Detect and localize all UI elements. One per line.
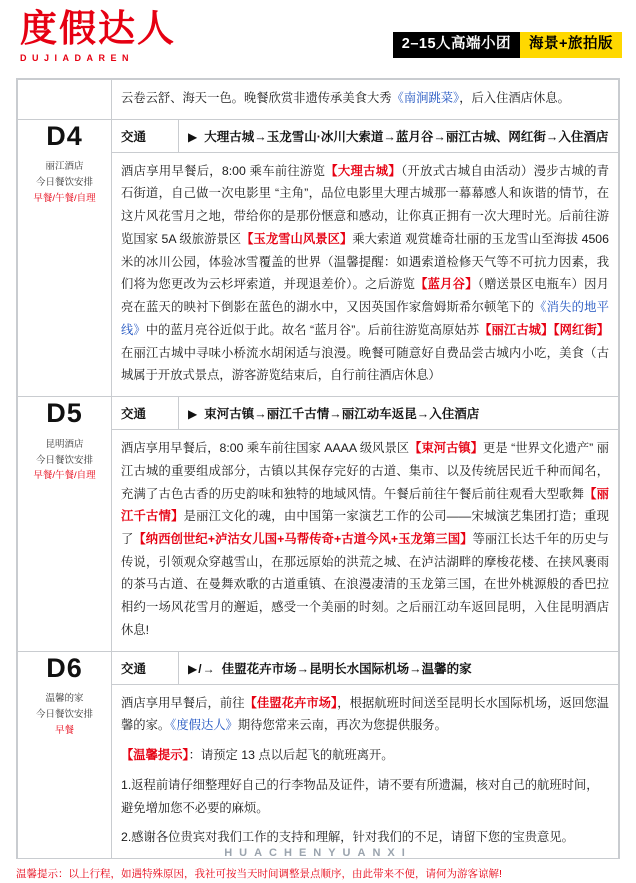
- content-cell-d4: [112, 119, 619, 396]
- footer-band-text: HUACHENYUANXI: [224, 847, 412, 859]
- brand-name-cn: 度假达人: [20, 7, 176, 50]
- traffic-row-d4: [112, 120, 618, 153]
- traffic-row-d6: [112, 652, 618, 685]
- traffic-label-d5: 交通: [121, 407, 147, 422]
- page-header: [0, 0, 636, 78]
- day-description-d5: 酒店享用早餐后，8:00 乘车前往国家 AAAA 级风景区【束河古镇】更是 “世界文化遗产” 丽江古城的重要组成部分，古镇以其保存完好的古道、集市、以及传统居民近千种而闻名，充满了古色古香的历史韵味和独特的地域风情。午餐后前往午餐后前往观看大型歌舞【丽江千古情】是丽江文化的魂，由中国第一家演艺工作的公司——宋城演艺集团打造；重现了【纳西创世纪+泸沽女儿国+马帮传奇+古道今风+玉龙第三国】等丽江长达千年的历史与传说，引领观众穿越雪山，在那远原始的洪荒之城、在泸沽湖畔的摩梭花楼、在挟风裹雨的茶马古道、在曼舞欢歌的古道重镇、在浪漫凄清的玉龙第三国，在世外桃源般的香巴拉相约一场风花雪月的邂逅，感受一个美丽的时刻。之后丽江动车返回昆明，入住昆明酒店休息!: [121, 441, 609, 637]
- footer-band: [0, 840, 636, 866]
- bus-icon: ▶: [188, 407, 199, 422]
- badge-edition: 海景+旅拍版: [520, 32, 622, 58]
- traffic-route-d6: [179, 652, 481, 684]
- day-cell-d4: [18, 119, 112, 396]
- table-row: [18, 80, 619, 120]
- traffic-label-d4: 交通: [121, 129, 147, 144]
- note-2: 2.感谢各位贵宾对我们工作的支持和理解，针对我们的不足，请留下您的宝贵意见。: [121, 830, 574, 845]
- day-hotel-d5: 昆明酒店: [45, 438, 84, 450]
- continuation-text: 云卷云舒、海天一色。晚餐欣赏非遗传承美食大秀《南涧跳菜》，后入住酒店休息。: [121, 91, 570, 105]
- itinerary-table: [17, 79, 619, 859]
- tip-label: 【温馨提示】: [121, 748, 189, 763]
- brand-logo: [20, 7, 176, 63]
- day-meals-d6: 早餐: [54, 724, 74, 736]
- day-meal-title-d5: 今日餐饮安排: [35, 454, 93, 466]
- content-cell-d6: [112, 651, 619, 858]
- day-code-d6: D6: [46, 652, 83, 683]
- itinerary-table-wrapper: [16, 78, 620, 859]
- day-meals-d5: 早餐/午餐/自理: [33, 470, 96, 482]
- bus-plane-icon: ▶/→: [188, 661, 216, 676]
- brand-name-en: DUJIADAREN: [20, 53, 135, 63]
- day-code-d4: D4: [46, 120, 83, 151]
- table-row: [18, 397, 619, 652]
- note-1: 1.返程前请仔细整理好自己的行李物品及证件，请不要有所遗漏，核对自己的航班时间，避免增加您不必要的麻烦。: [121, 777, 599, 815]
- traffic-route-text-d5: 束河古镇→丽江千古情→丽江动车返昆→入住酒店: [204, 407, 480, 422]
- table-row: [18, 651, 619, 858]
- day-cell-d5: [18, 397, 112, 652]
- header-badges: [393, 32, 622, 58]
- traffic-route-text-d4: 大理古城→玉龙雪山·冰川大索道→蓝月谷→丽江古城、网红街→入住酒店: [204, 129, 609, 144]
- content-cell-continuation: [112, 80, 619, 120]
- footer-disclaimer: 温馨提示：以上行程，如遇特殊原因，我社可按当天时间调整景点顺序，由此带来不便，请何为游客谅解!: [16, 868, 502, 881]
- day-hotel-d6: 温馨的家: [45, 693, 84, 705]
- table-row: [18, 119, 619, 396]
- day-meal-title-d6: 今日餐饮安排: [35, 709, 93, 721]
- traffic-row-d5: [112, 397, 618, 430]
- traffic-route-d4: [179, 120, 617, 152]
- traffic-route-d5: [179, 397, 488, 429]
- day-cell-empty: [18, 80, 112, 120]
- day-cell-d6: [18, 651, 112, 858]
- day-description-d4: 酒店享用早餐后，8:00 乘车前往游览【大理古城】（开放式古城自由活动）漫步古城的青石街道，自己做一次电影里 “主角”，品位电影里大理古城那一幕幕感人和诙谐的情节，在这片风花雪月之地，带给你的是那份惬意和感动，让你真正拥有一次大理时光。后前往游览国家 5A 级旅游景区【玉龙雪山风景区】乘大索道 观赏雄奇壮丽的玉龙雪山至海拔 4506 米的冰川公园，体验冰雪覆盖的世界（温馨提醒：如遇索道检修天气等不可抗力因素，我们将为您更改为云杉坪索道，并现退差价）。之后游览【蓝月谷】（赠送景区电瓶车）因月亮在蓝天的映衬下倒影在蓝色的湖水中，又因英国作家詹姆斯希尔顿笔下的《消失的地平线》中的蓝月亮谷近似于此。故名 “蓝月谷”。后前往游览高原姑苏【丽江古城】【网红街】在丽江古城中寻味小桥流水胡闲适与浪漫。晚餐可随意好自费品尝古城内小吃，美食（古城属于开放式景点，游客游览结束后，自行前往酒店休息）: [121, 163, 609, 383]
- badge-group-size: 2–15人高端小团: [393, 32, 520, 58]
- traffic-route-text-d6: 佳盟花卉市场→昆明长水国际机场→温馨的家: [221, 661, 472, 676]
- tip-text: ：请预定 13 点以后起飞的航班离开。: [188, 748, 394, 763]
- day-meals-d4: 早餐/午餐/自理: [33, 192, 96, 204]
- tip-line: [121, 744, 609, 767]
- traffic-label-d6: 交通: [121, 661, 147, 676]
- day-description-d6: 酒店享用早餐后，前往【佳盟花卉市场】，根据航班时间送至昆明长水国际机场，返回您温馨的家。《度假达人》期待您常来云南，再次为您提供服务。: [121, 695, 609, 733]
- content-cell-d5: [112, 397, 619, 652]
- day-code-d5: D5: [46, 398, 83, 429]
- day-meal-title-d4: 今日餐饮安排: [35, 177, 93, 189]
- day-hotel-d4: 丽江酒店: [45, 161, 84, 173]
- bus-icon: ▶: [188, 129, 199, 144]
